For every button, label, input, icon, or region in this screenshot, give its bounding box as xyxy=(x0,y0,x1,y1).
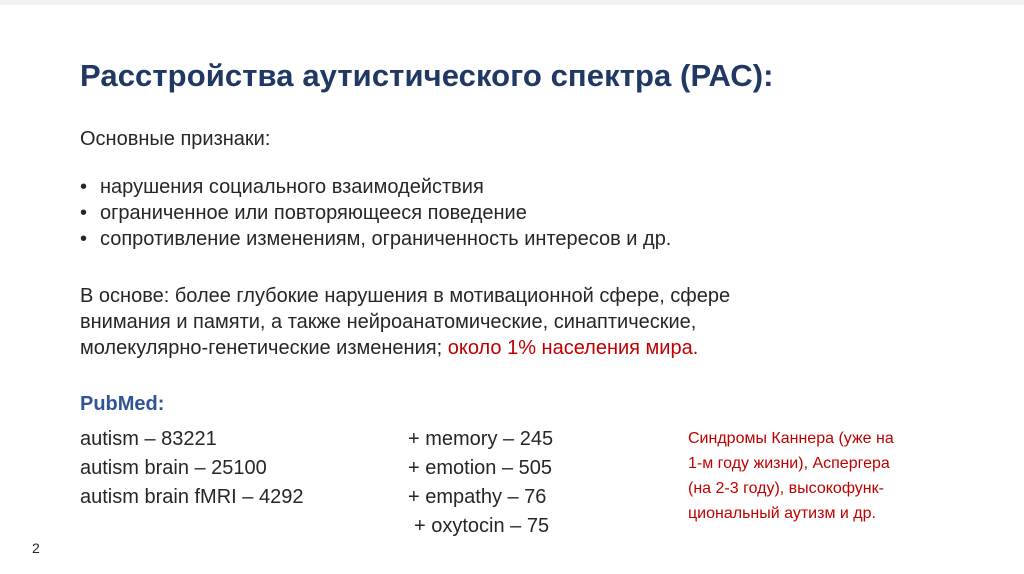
prevalence-period: . xyxy=(692,337,699,359)
prevalence-highlight: около 1% населения мира xyxy=(447,337,693,359)
syndromes-line: циональный аутизм и др. xyxy=(688,505,876,522)
pubmed-addition: + oxytocin – 75 xyxy=(414,515,550,537)
top-rule xyxy=(0,0,1024,5)
symptom-list xyxy=(80,174,671,252)
list-item xyxy=(80,174,671,200)
pubmed-query: autism brain – 25100 xyxy=(80,457,267,479)
basis-text: молекулярно-генетические изменения; xyxy=(80,337,448,359)
basis-line: В основе: более глубокие нарушения в мотивационной сфере, сфере xyxy=(80,285,731,307)
basis-line: внимания и памяти, а также нейроанатомические, синаптические, xyxy=(80,311,697,333)
pubmed-additions xyxy=(408,425,553,541)
slide-number: 2 xyxy=(32,540,40,556)
list-item xyxy=(80,226,671,252)
list-item-text: сопротивление изменениям, ограниченность интересов и др. xyxy=(100,228,672,250)
syndromes-note xyxy=(688,426,894,526)
basis-paragraph xyxy=(80,283,940,361)
pubmed-query: autism brain fMRI – 4292 xyxy=(80,486,304,508)
syndromes-line: 1-м году жизни), Аспергера xyxy=(688,455,890,472)
pubmed-addition: + emotion – 505 xyxy=(408,457,552,479)
pubmed-queries xyxy=(80,425,303,512)
list-item-text: нарушения социального взаимодействия xyxy=(100,176,484,198)
bullet-marker: • xyxy=(80,228,88,250)
bullet-marker: • xyxy=(80,202,88,224)
pubmed-addition: + empathy – 76 xyxy=(408,486,547,508)
syndromes-line: Синдромы Каннера (уже на xyxy=(688,430,894,447)
slide-subtitle: Основные признаки: xyxy=(80,128,271,150)
basis-line xyxy=(80,335,940,361)
pubmed-query: autism – 83221 xyxy=(80,428,217,450)
bullet-marker: • xyxy=(80,176,88,198)
pubmed-heading: PubMed: xyxy=(80,393,165,415)
pubmed-addition: + memory – 245 xyxy=(408,428,554,450)
list-item xyxy=(80,200,671,226)
syndromes-line: (на 2-3 году), высокофунк- xyxy=(688,480,884,497)
list-item-text: ограниченное или повторяющееся поведение xyxy=(100,202,527,224)
slide-title: Расстройства аутистического спектра (РАС): xyxy=(80,58,774,93)
